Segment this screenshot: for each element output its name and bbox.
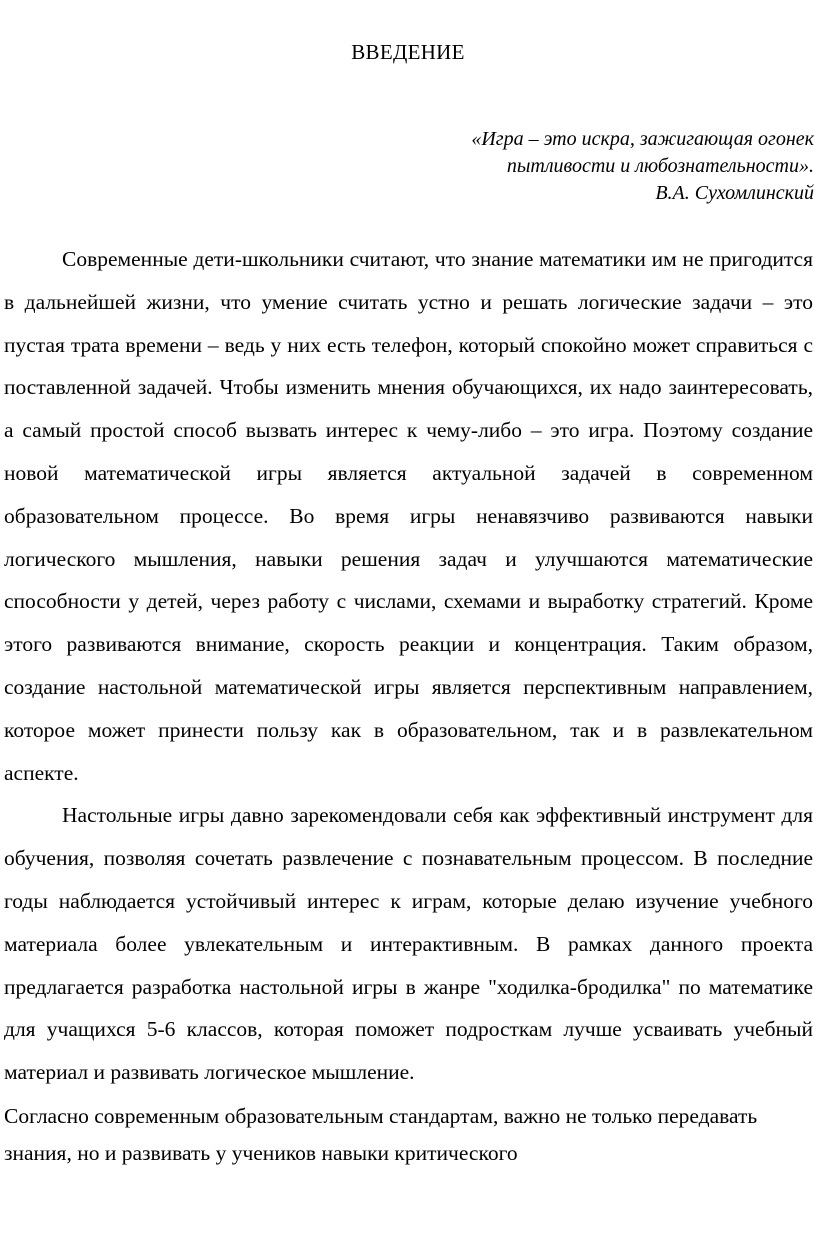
body-text	[4, 238, 813, 1172]
paragraph-2: Настольные игры давно зарекомендовали себя как эффективный инструмент для обучения, позволяя сочетать развлечение с познавательным процессом. В последние годы наблюдается устойчивый интерес к играм, которые делаю изучение учебного материала более увлекательным и интерактивным. В рамках данного проекта предлагается разработка настольной игры в жанре "ходилка-бродилка" по математике для учащихся 5-6 классов, которая поможет подросткам лучше усваивать учебный материал и развивать логическое мышление.	[4, 803, 813, 1085]
epigraph-line-2: пытливости и любознательности».	[506, 155, 814, 177]
epigraph-line-1: «Игра – это искра, зажигающая огонек	[471, 128, 814, 150]
epigraph-author: В.А. Сухомлинский	[655, 182, 814, 204]
paragraph-3: Согласно современным образовательным стандартам, важно не только передавать знания, но и развивать у учеников навыки критического	[4, 1103, 758, 1165]
page-title: ВВЕДЕНИЕ	[351, 40, 465, 64]
epigraph	[214, 126, 814, 207]
paragraph-1: Современные дети-школьники считают, что знание математики им не пригодится в дальнейшей жизни, что умение считать устно и решать логические задачи – это пустая трата времени – ведь у них есть телефон, который спокойно может справиться с поставленной задачей. Чтобы изменить мнения обучающихся, их надо заинтересовать, а самый простой способ вызвать интерес к чему-либо – это игра. Поэтому создание новой математической игры является актуальной задачей в современном образовательном процессе. Во время игры ненавязчиво развиваются навыки логического мышления, навыки решения задач и улучшаются математические способности у детей, через работу с числами, схемами и выработку стратегий. Кроме этого развиваются внимание, скорость реакции и концентрация. Таким образом, создание настольной математической игры является перспективным направлением, которое может принести пользу как в образовательном, так и в развлекательном аспекте.	[4, 247, 813, 785]
